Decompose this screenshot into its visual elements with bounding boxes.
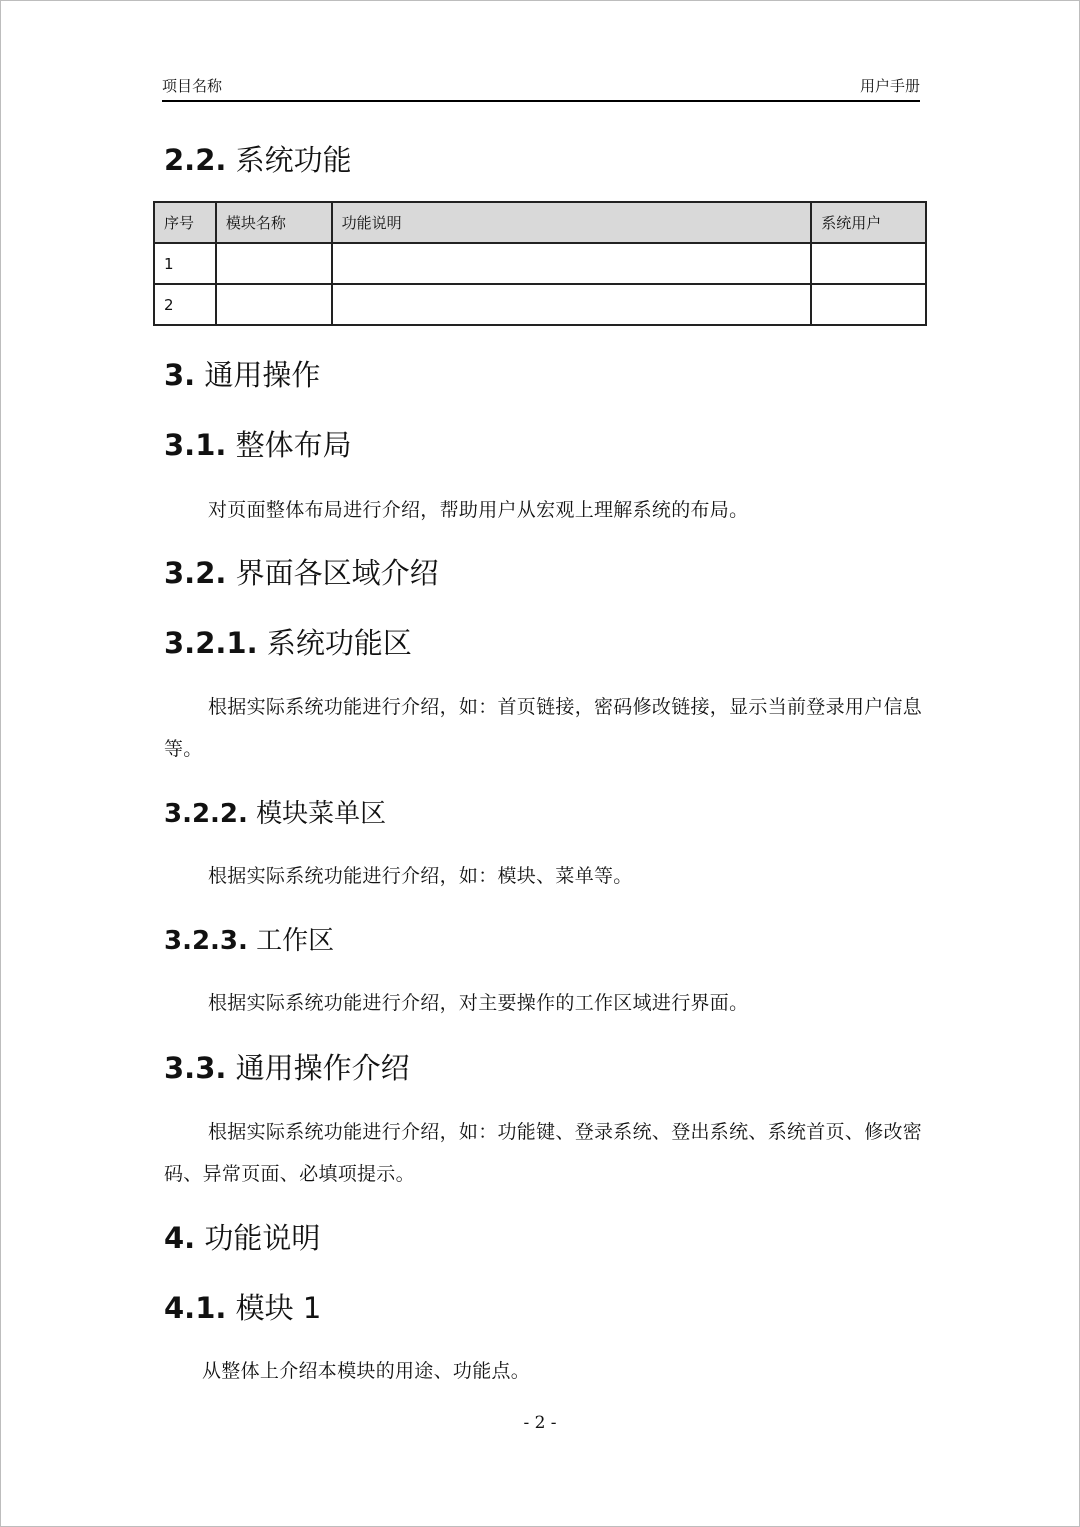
heading-number: 3.1. xyxy=(164,428,227,462)
table-header-cell: 模块名称 xyxy=(216,202,332,243)
table-header-cell: 功能说明 xyxy=(332,202,812,243)
heading-number: 3.3. xyxy=(164,1051,227,1085)
heading-title: 工作区 xyxy=(256,926,335,956)
table-header-row xyxy=(154,202,926,243)
heading-number: 2.2. xyxy=(164,143,227,177)
heading-number: 3.2.3. xyxy=(164,926,248,956)
header-doc-type: 用户手册 xyxy=(859,77,920,95)
heading-3-2-2 xyxy=(164,797,386,831)
heading-title: 系统功能 xyxy=(235,143,352,177)
heading-number: 3.2.1. xyxy=(164,626,258,660)
table-cell xyxy=(216,243,332,284)
heading-3-1 xyxy=(164,427,352,463)
table-row xyxy=(154,284,926,325)
table-header-cell: 序号 xyxy=(154,202,216,243)
page-number: - 2 - xyxy=(523,1413,557,1433)
heading-title: 界面各区域介绍 xyxy=(235,556,439,590)
heading-title: 系统功能区 xyxy=(266,626,412,660)
heading-number: 3. xyxy=(164,358,196,392)
heading-number: 4.1. xyxy=(164,1291,227,1325)
header-project-name: 项目名称 xyxy=(162,77,223,95)
table-cell xyxy=(811,243,926,284)
page-header xyxy=(162,76,920,102)
heading-3 xyxy=(164,357,320,393)
table-cell xyxy=(332,284,812,325)
paragraph-4-1: 从整体上介绍本模块的用途、功能点。 xyxy=(202,1360,531,1382)
heading-3-2 xyxy=(164,555,439,591)
table-row xyxy=(154,243,926,284)
heading-number: 3.2.2. xyxy=(164,799,248,829)
paragraph-3-1: 对页面整体布局进行介绍，帮助用户从宏观上理解系统的布局。 xyxy=(208,499,749,521)
heading-title: 模块 1 xyxy=(235,1291,322,1325)
heading-number: 3.2. xyxy=(164,556,227,590)
heading-3-2-3 xyxy=(164,924,334,958)
heading-4 xyxy=(164,1220,320,1256)
heading-2-2 xyxy=(164,142,352,178)
paragraph-3-2-1: 根据实际系统功能进行介绍，如：首页链接，密码修改链接，显示当前登录用户信息等。 xyxy=(164,696,923,760)
paragraph-3-3: 根据实际系统功能进行介绍，如：功能键、登录系统、登出系统、系统首页、修改密码、异常页面、必填项提示。 xyxy=(164,1121,923,1185)
heading-3-3 xyxy=(164,1050,410,1086)
heading-number: 4. xyxy=(164,1221,196,1255)
function-table xyxy=(153,201,927,326)
paragraph-3-2-3: 根据实际系统功能进行介绍，对主要操作的工作区域进行界面。 xyxy=(208,992,749,1014)
heading-title: 功能说明 xyxy=(204,1221,321,1255)
heading-3-2-1 xyxy=(164,625,412,661)
table-cell: 1 xyxy=(154,243,216,284)
heading-title: 整体布局 xyxy=(235,428,352,462)
heading-title: 模块菜单区 xyxy=(256,799,387,829)
table-cell xyxy=(216,284,332,325)
paragraph-3-2-2: 根据实际系统功能进行介绍，如：模块、菜单等。 xyxy=(208,865,633,887)
table-cell xyxy=(332,243,812,284)
heading-title: 通用操作介绍 xyxy=(235,1051,410,1085)
heading-title: 通用操作 xyxy=(204,358,321,392)
table-cell xyxy=(811,284,926,325)
heading-4-1 xyxy=(164,1290,321,1326)
table-header-cell: 系统用户 xyxy=(811,202,926,243)
table-cell: 2 xyxy=(154,284,216,325)
